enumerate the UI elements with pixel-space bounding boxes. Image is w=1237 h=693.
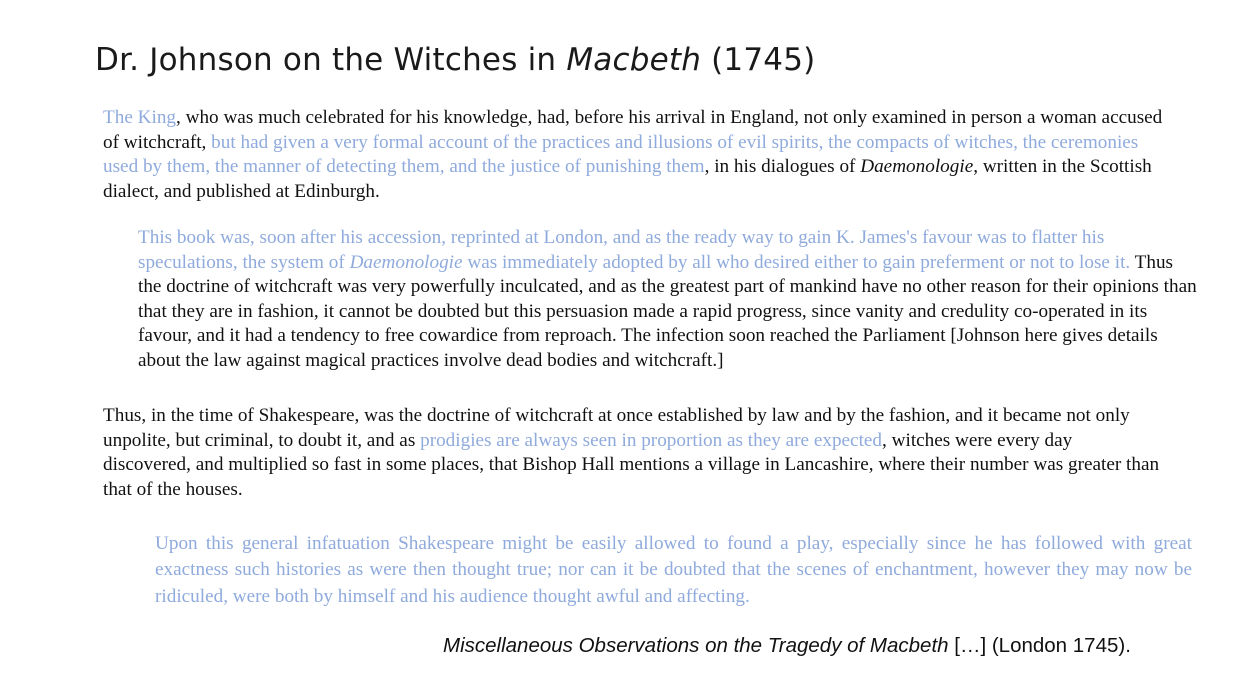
book-title-daemonologie: Daemonologie [349,251,463,273]
title-suffix: (1745) [701,42,816,78]
paragraph-shakespeare-time [103,404,1163,502]
title-play-name: Macbeth [566,42,702,78]
highlight-prodigies: prodigies are always seen in proportion as they are expected [420,429,883,451]
highlight-the-king: The King [103,107,177,128]
paragraph-infatuation-quote [155,531,1192,610]
highlight-formal-account: but had given a very formal account of the practices and illusions of evil spirits, the compacts of witches, the ceremonies used by them, the manner of detecting them, and the justice of punishing them [103,131,1139,178]
title-prefix: Dr. Johnson on the Witches in [95,42,567,78]
paragraph-book-quote [138,226,1198,374]
text-segment: Thus, in the time of Shakespeare, was the doctrine of witchcraft at once established by law and by the fashion, and it became not only unpolite, but criminal, to doubt it, and as [103,405,1130,451]
text-segment: , in his dialogues of [704,156,861,178]
highlight-adopted: was immediately adopted by all who desired either to gain preferment or not to lose it. [462,251,1131,273]
citation-work-title: Miscellaneous Observations on the Tragedy of Macbeth [443,634,949,657]
citation-suffix: […] (London 1745). [948,634,1131,657]
book-title-daemonologie: Daemonologie [860,156,974,178]
citation [443,632,1131,660]
highlight-book-reprinted: This book was, soon after his accession, reprinted at London, and as the ready way to gain K. James's favour was to flatter his speculations, the system of [138,227,1105,273]
text-segment: Thus the doctrine of witchcraft was very powerfully inculcated, and as the greatest part of mankind have no other reason for their opinions than that they are in fashion, it cannot be doubted but this persuasion made a rapid progress, since vanity and credulity co-operated in its favour, and it had a tendency to free cowardice from reproach. The infection soon reached the Parliament [Johnson here gives details about the law against magical practices involve dead bodies and witchcraft.] [138,251,1197,371]
text-segment: , written in the Scottish dialect, and published at Edinburgh. [103,156,1152,202]
highlight-infatuation: Upon this general infatuation Shakespeare might be easily allowed to found a play, especially since he has followed with great exactness such histories as were then thought true; nor can it be doubted that the scenes of enchantment, however they may now be ridiculed, were both by himself and his audience thought awful and affecting. [155,533,1192,607]
text-segment: , witches were every day discovered, and multiplied so fast in some places, that Bishop Hall mentions a village in Lancashire, where their number was greater than that of the houses. [103,429,1160,500]
text-segment: , who was much celebrated for his knowledge, had, before his arrival in England, not only examined in person a woman accused of witchcraft, [103,107,1163,153]
paragraph-king [103,106,1163,204]
slide-title [95,38,815,82]
